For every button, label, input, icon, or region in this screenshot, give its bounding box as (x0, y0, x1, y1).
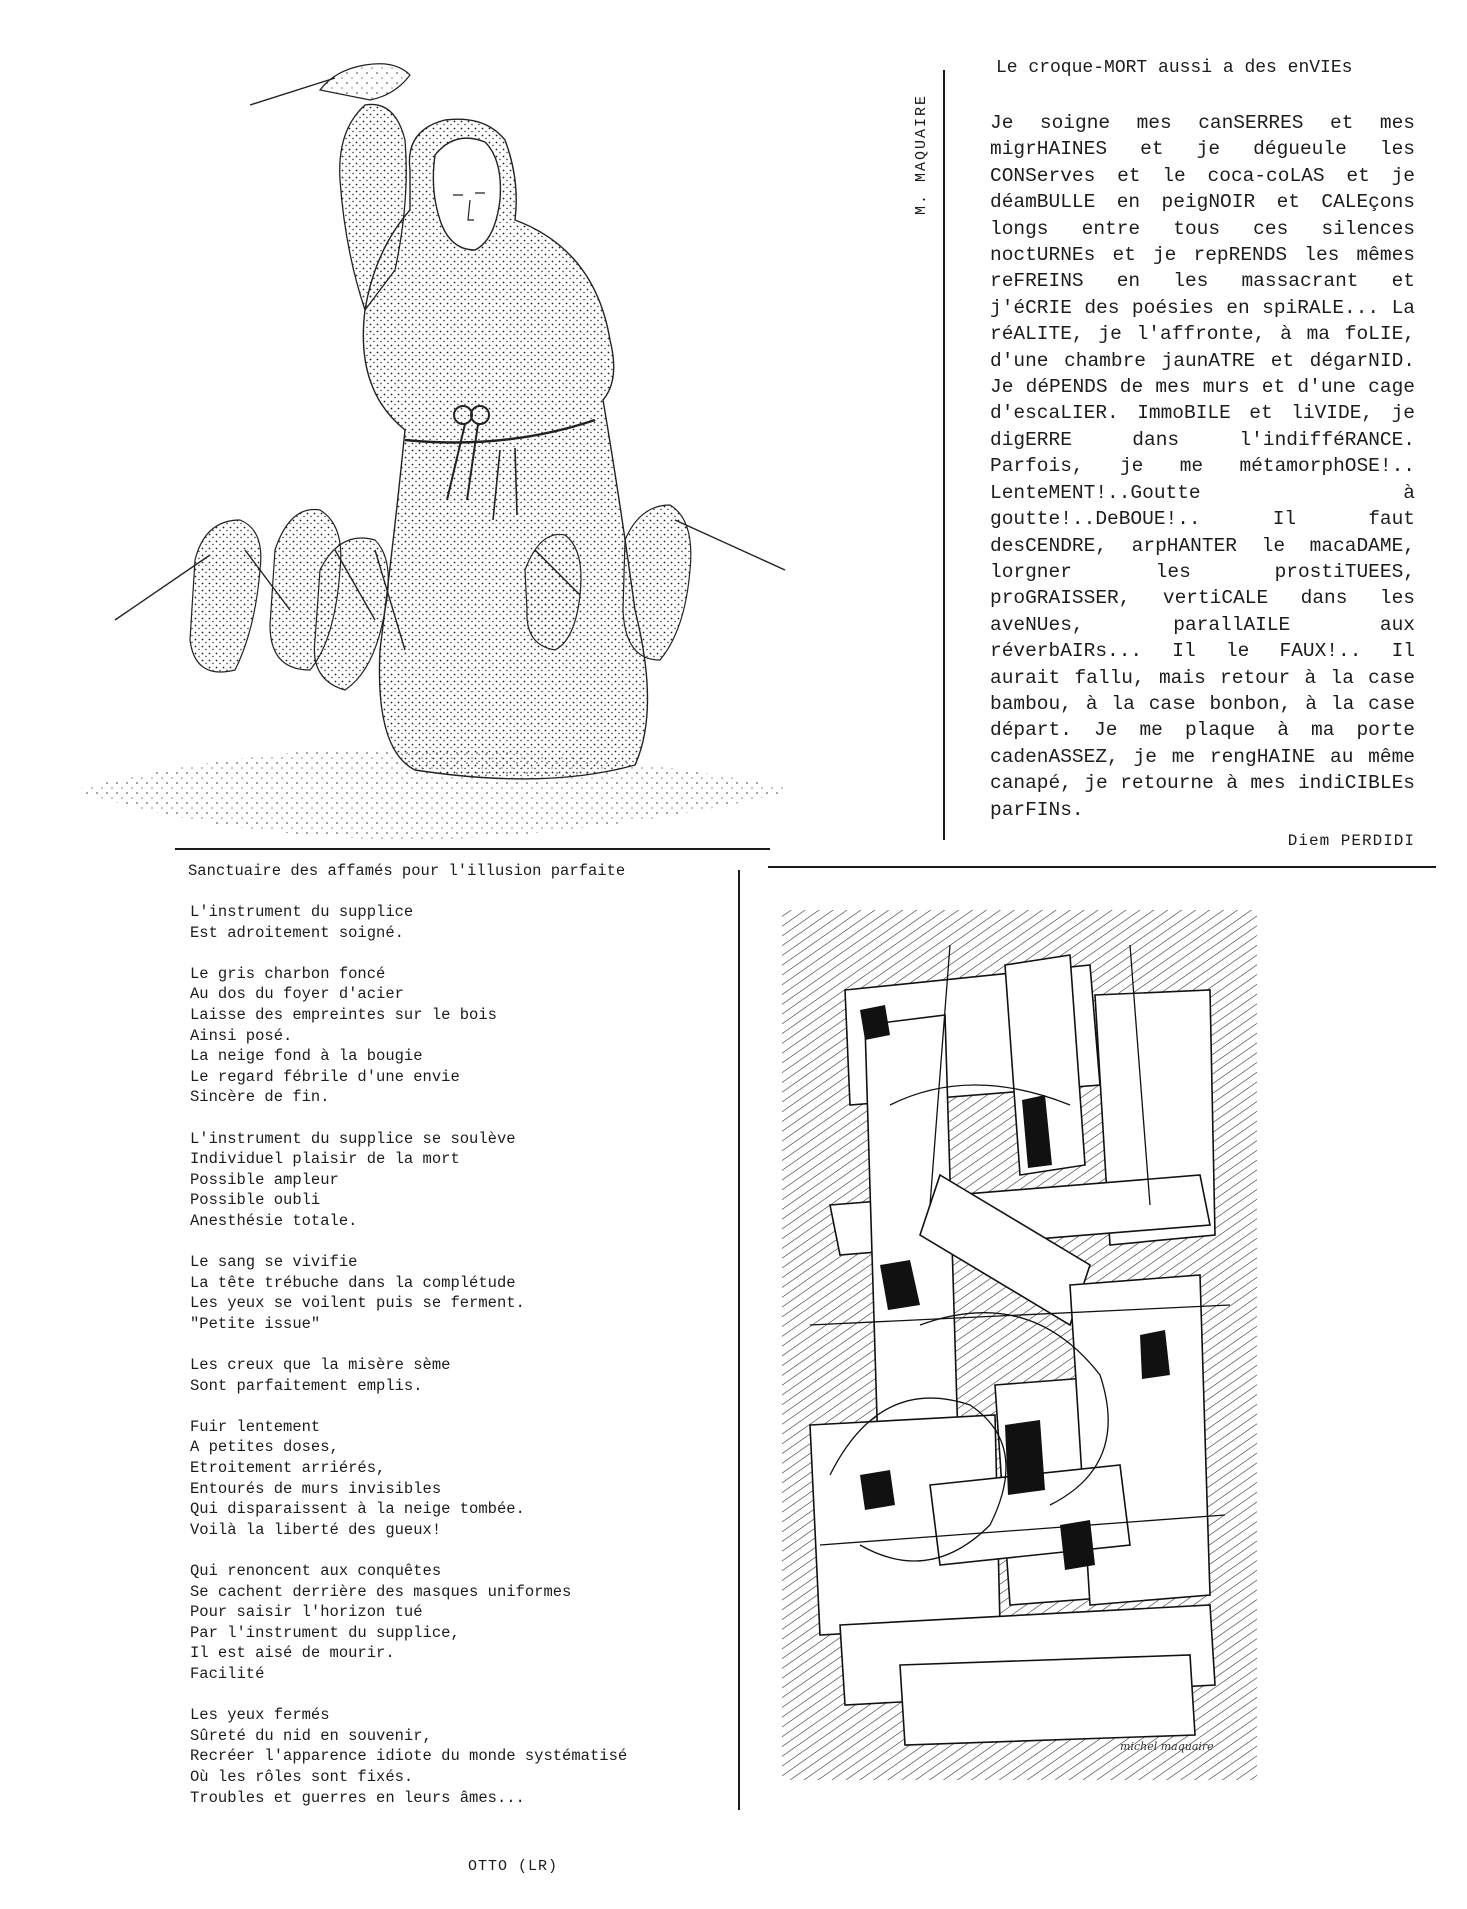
poem-stanza (190, 1705, 730, 1808)
poem-line: Il est aisé de mourir. (190, 1644, 395, 1663)
poem-line: Les creux que la misère sème (190, 1356, 451, 1375)
poem-line: Fuir lentement (190, 1417, 321, 1436)
article-title: Le croque-MORT aussi a des enVIEs (996, 58, 1353, 78)
poem-line: La neige fond à la bougie (190, 1047, 423, 1066)
poem-stanza (190, 1561, 730, 1685)
poem-stanza (190, 902, 730, 943)
poem-line: Possible oubli (190, 1191, 321, 1210)
poem-line: Possible ampleur (190, 1170, 339, 1189)
poem-stanza (190, 964, 730, 1108)
poem-line: Est adroitement soigné. (190, 923, 404, 942)
artwork-signature: michel maquaire (1120, 1740, 1214, 1753)
poem-line: Les yeux fermés (190, 1706, 330, 1725)
poem-line: Qui disparaissent à la neige tombée. (190, 1500, 525, 1519)
column-divider-bottom (738, 870, 740, 1810)
poem-line: L'instrument du supplice se soulève (190, 1129, 516, 1148)
poem-line: Les yeux se voilent puis se ferment. (190, 1294, 525, 1313)
poem-stanza (190, 1417, 730, 1541)
poem-line: Ainsi posé. (190, 1026, 293, 1045)
horizontal-rule-right (768, 866, 1436, 868)
poem-stanza (190, 1355, 730, 1396)
poem-line: Au dos du foyer d'acier (190, 985, 404, 1004)
poem-line: Laisse des empreintes sur le bois (190, 1005, 497, 1024)
poem-line: Par l'instrument du supplice, (190, 1623, 460, 1642)
horizontal-rule-left (175, 848, 770, 850)
poem-line: Le gris charbon foncé (190, 964, 386, 983)
abstract-ink-drawing (770, 905, 1270, 1790)
poem-line: L'instrument du supplice (190, 903, 414, 921)
poem-line: La tête trébuche dans la complétude (190, 1273, 516, 1292)
poem-line: "Petite issue" (190, 1314, 321, 1333)
poem-line: Recréer l'apparence idiote du monde systématisé (190, 1747, 628, 1766)
poem-line: Sûreté du nid en souvenir, (190, 1726, 432, 1745)
poem-title: Sanctuaire des affamés pour l'illusion parfaite (188, 862, 626, 880)
poem-line: Voilà la liberté des gueux! (190, 1520, 442, 1539)
poem-line: Le sang se vivifie (190, 1253, 358, 1272)
column-divider-top (943, 70, 945, 840)
poem-line: Se cachent derrière des masques uniformes (190, 1582, 572, 1601)
article-body: Je soigne mes canSERRES et mes migrHAINES et je dégueule les CONServes et le coca-coLAS et je déamBULLE en peigNOIR et CALEçons longs entre tous ces silences noctURNEs et je repRENDS les mêmes reFREINS en les massacrant et j'éCRIE des poésies en spiRALE... La réALITE, je l'affronte, à ma foLIE, d'une chambre jaunATRE et dégarNID. Je déPENDS de mes murs et d'une cage d'escaLIER. ImmoBILE et liVIDE, je digERRE dans l'indifféRANCE. Parfois, je me métamorphOSE!.. LenteMENT!..Goutte à goutte!..DeBOUE!.. Il faut desCENDRE, arpHANTER le macaDAME, lorgner les prostiTUEES, proGRAISSER, vertiCALE dans les aveNUes, parallAILE aux réverbAIRs... Il le FAUX!.. Il aurait fallu, mais retour à la case bambou, à la case bonbon, à la case départ. Je me plaque à ma porte cadenASSEZ, je me rengHAINE au même canapé, je retourne à mes indiCIBLEs parFINs. (990, 112, 1415, 821)
article-author: Diem PERDIDI (1287, 832, 1415, 850)
poem-line: Qui renoncent aux conquêtes (190, 1562, 442, 1580)
poem-line: Individuel plaisir de la mort (190, 1150, 460, 1169)
poem-line: Sincère de fin. (190, 1088, 330, 1107)
poem-line: Pour saisir l'horizon tué (190, 1603, 423, 1622)
poem-line: Troubles et guerres en leurs âmes... (190, 1788, 525, 1807)
illustrator-credit: M. MAQUAIRE (913, 93, 930, 215)
poem-line: Le regard fébrile d'une envie (190, 1067, 460, 1086)
poem-body (190, 902, 730, 1829)
poem-line: Sont parfaitement emplis. (190, 1376, 423, 1395)
poem-line: A petites doses, (190, 1438, 339, 1457)
poem-line: Anesthésie totale. (190, 1211, 358, 1230)
monk-with-birds-illustration (75, 50, 895, 850)
poem-line: Facilité (190, 1664, 265, 1683)
poem-line: Etroitement arriérés, (190, 1459, 386, 1478)
poem-line: Entourés de murs invisibles (190, 1479, 442, 1498)
poem-stanza (190, 1252, 730, 1334)
poem-author: OTTO (LR) (468, 1858, 559, 1875)
poem-line: Où les rôles sont fixés. (190, 1767, 414, 1786)
poem-stanza (190, 1129, 730, 1232)
